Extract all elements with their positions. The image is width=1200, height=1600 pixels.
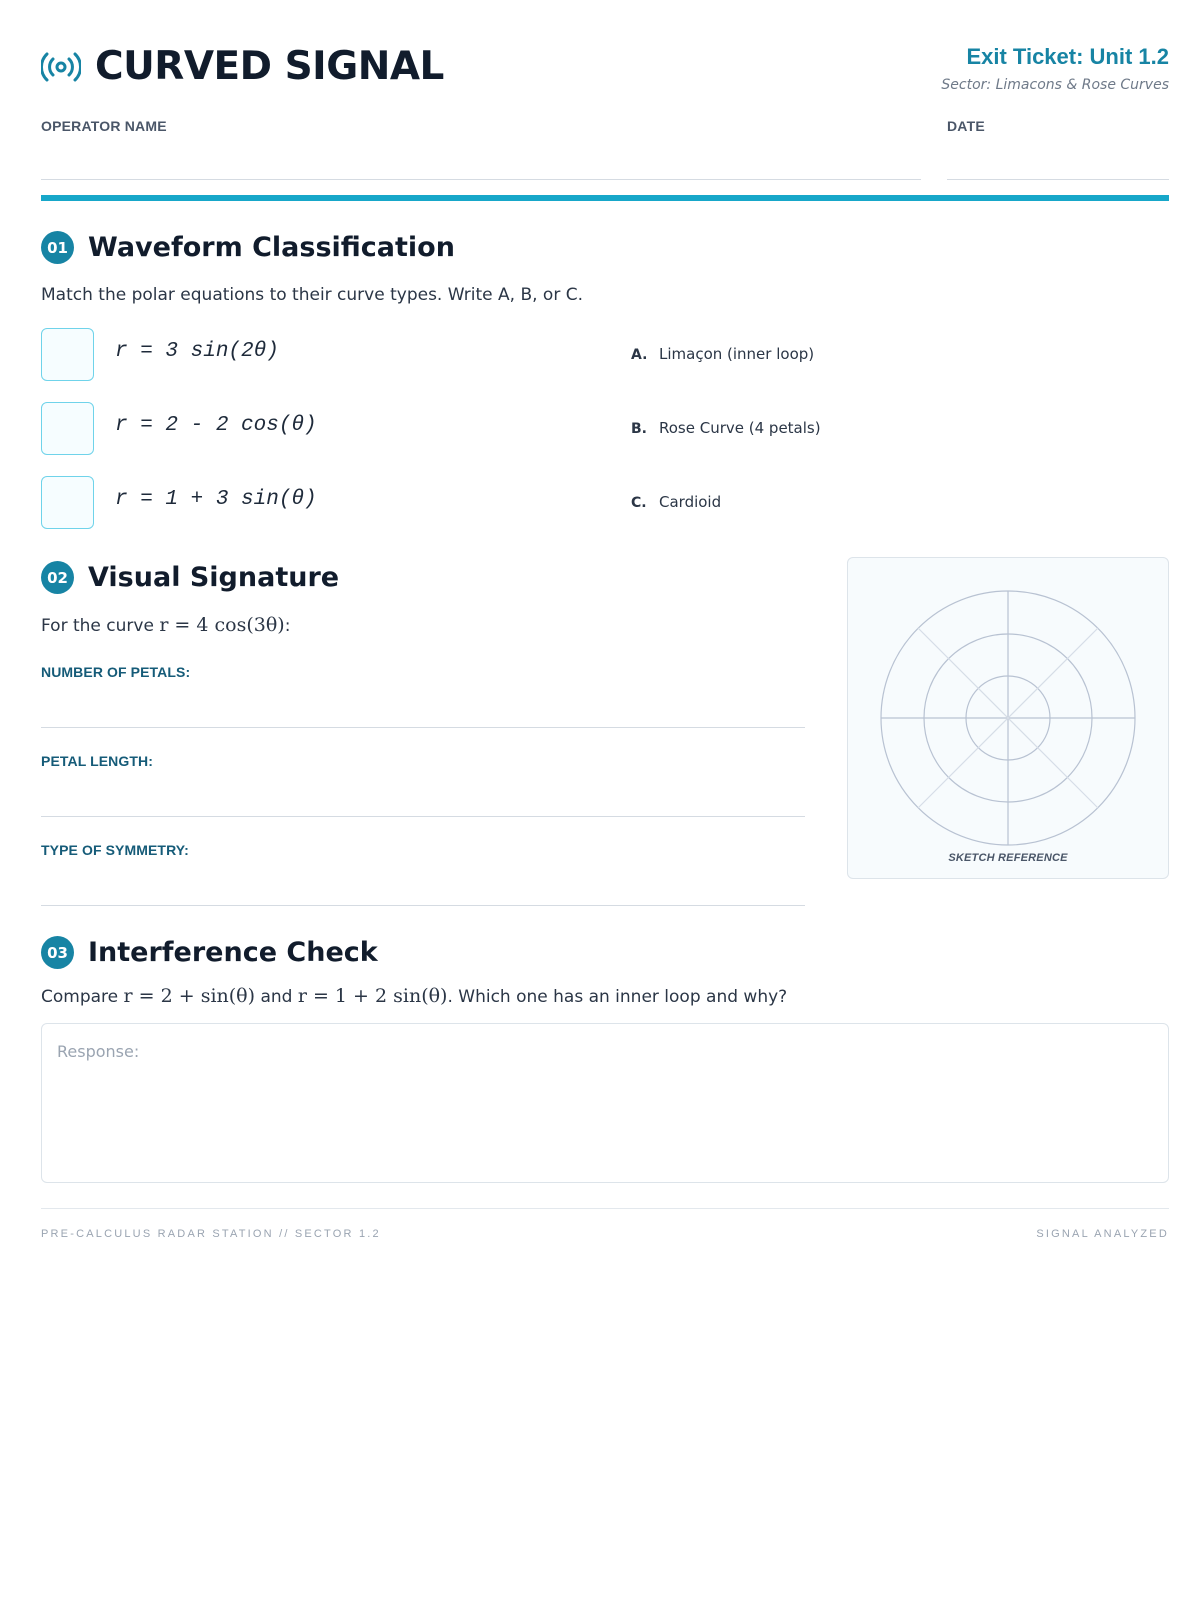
- ticket-info: [941, 44, 1169, 93]
- polar-equation: r = 1 + 3 sin(θ): [115, 488, 317, 511]
- brand: [41, 44, 444, 89]
- symmetry-answer-line[interactable]: [41, 905, 805, 906]
- curve-equation: r = 4 cos(3θ): [159, 614, 285, 636]
- polar-equation: r = 2 - 2 cos(θ): [115, 414, 317, 437]
- curve-option: [631, 419, 821, 437]
- answer-box[interactable]: [41, 476, 94, 529]
- match-row: [41, 328, 1169, 382]
- equation-1: r = 2 + sin(θ): [123, 985, 256, 1007]
- sketch-reference-panel[interactable]: [847, 557, 1169, 879]
- section-1-heading: [41, 231, 455, 264]
- petals-label: NUMBER OF PETALS:: [41, 664, 191, 680]
- section-2-heading: [41, 561, 339, 594]
- option-letter: B.: [631, 421, 647, 437]
- section-number: 02: [41, 561, 74, 594]
- date-label: DATE: [947, 118, 985, 134]
- prompt-suffix: . Which one has an inner loop and why?: [447, 987, 788, 1007]
- response-textarea[interactable]: [41, 1023, 1169, 1183]
- prompt-middle: and: [260, 987, 293, 1007]
- petal-length-answer-line[interactable]: [41, 816, 805, 817]
- section-number: 03: [41, 936, 74, 969]
- option-text: Limaçon (inner loop): [659, 345, 815, 363]
- section-title: Interference Check: [88, 937, 378, 968]
- option-letter: A.: [631, 347, 648, 363]
- operator-name-label: OPERATOR NAME: [41, 118, 167, 134]
- response-placeholder: Response:: [57, 1042, 140, 1061]
- page-title: CURVED SIGNAL: [95, 44, 444, 89]
- petals-answer-line[interactable]: [41, 727, 805, 728]
- prompt-prefix: Compare: [41, 987, 119, 1007]
- section-3-heading: [41, 936, 378, 969]
- operator-name-field[interactable]: [41, 179, 921, 180]
- option-text: Rose Curve (4 petals): [659, 419, 821, 437]
- match-row: [41, 402, 1169, 456]
- petal-length-label: PETAL LENGTH:: [41, 753, 154, 769]
- answer-box[interactable]: [41, 328, 94, 381]
- equation-2: r = 1 + 2 sin(θ): [297, 985, 448, 1007]
- section-1-instructions: Match the polar equations to their curve types. Write A, B, or C.: [41, 285, 583, 305]
- sketch-caption: SKETCH REFERENCE: [948, 852, 1068, 864]
- prompt-suffix: :: [284, 616, 291, 636]
- footer-right: SIGNAL ANALYZED: [1036, 1228, 1169, 1240]
- section-number: 01: [41, 231, 74, 264]
- curve-option: [631, 345, 814, 363]
- prompt-prefix: For the curve: [41, 616, 154, 636]
- section-3-prompt: [41, 985, 787, 1007]
- curve-option: [631, 493, 721, 511]
- footer-divider: [41, 1208, 1169, 1209]
- section-title: Visual Signature: [88, 562, 340, 593]
- answer-box[interactable]: [41, 402, 94, 455]
- ticket-subtitle: Sector: Limacons & Rose Curves: [941, 77, 1169, 93]
- polar-grid: [848, 558, 1168, 878]
- footer-left: PRE-CALCULUS RADAR STATION // SECTOR 1.2: [41, 1228, 381, 1240]
- match-row: [41, 476, 1169, 530]
- section-title: Waveform Classification: [88, 232, 455, 263]
- header-divider: [41, 195, 1169, 201]
- option-text: Cardioid: [659, 493, 722, 511]
- ticket-title: Exit Ticket: Unit 1.2: [966, 44, 1169, 69]
- signal-broadcast-icon: [41, 51, 81, 83]
- polar-equation: r = 3 sin(2θ): [115, 340, 279, 363]
- date-field[interactable]: [947, 179, 1169, 180]
- section-2-prompt: [41, 614, 290, 636]
- option-letter: C.: [631, 495, 647, 511]
- symmetry-label: TYPE OF SYMMETRY:: [41, 842, 189, 858]
